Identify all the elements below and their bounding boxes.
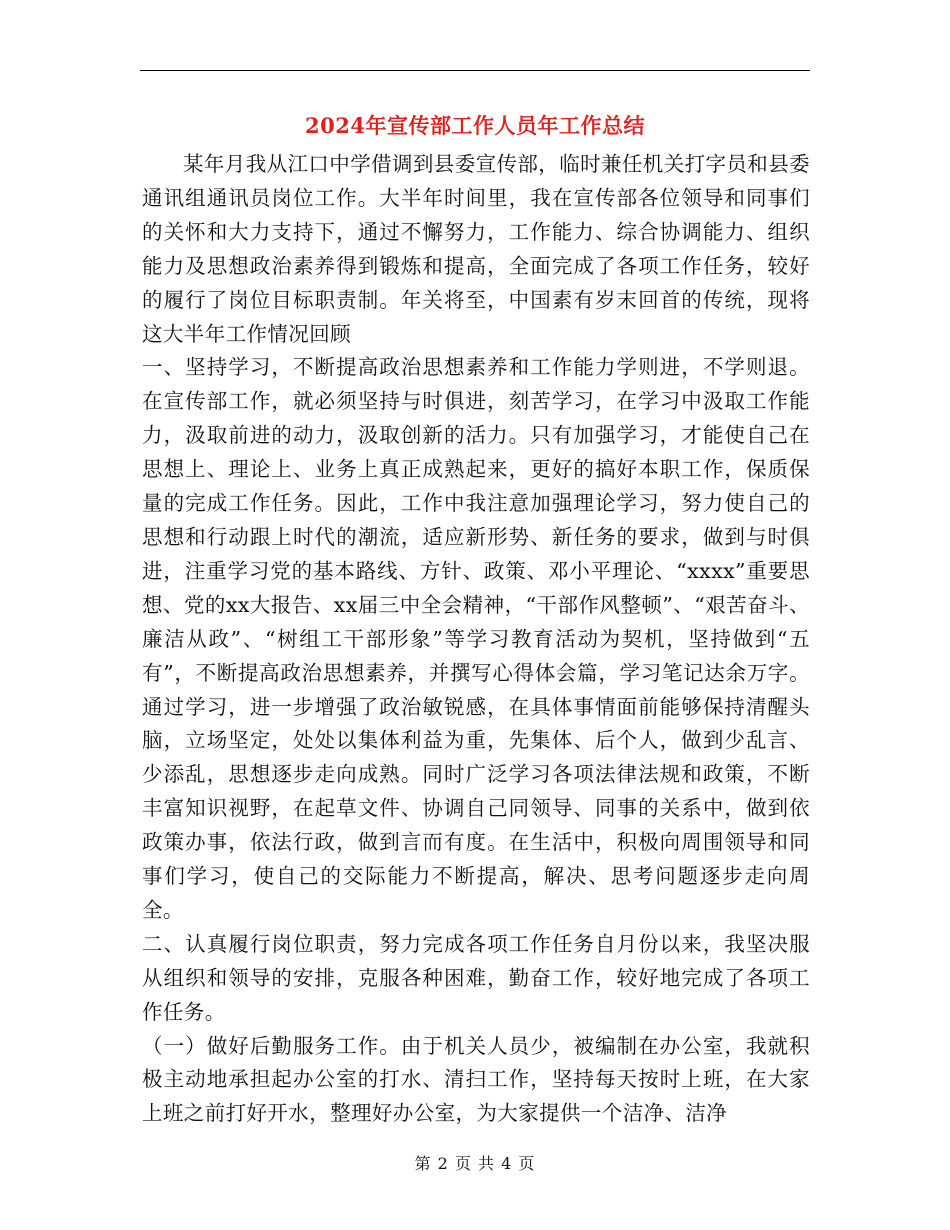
paragraph-section-2: 二、认真履行岗位职责，努力完成各项工作任务自月份以来，我坚决服从组织和领导的安排，克服各种困难，勤奋工作，较好地完成了各项工作任务。 <box>142 931 810 1024</box>
page-number: 第 2 页 共 4 页 <box>414 1154 536 1173</box>
paragraph-subsection-1: （一）做好后勤服务工作。由于机关人员少，被编制在办公室，我就积极主动地承担起办公室的打水、清扫工作，坚持每天按时上班，在大家上班之前打好开水，整理好办公室，为大家提供一个洁净、洁净 <box>142 1033 810 1126</box>
document-title: 2024年宣传部工作人员年工作总结 <box>305 113 645 138</box>
paragraph-section-1: 一、坚持学习，不断提高政治思想素养和工作能力学则进，不学则退。在宣传部工作，就必须坚持与时俱进，刻苦学习，在学习中汲取工作能力，汲取前进的动力，汲取创新的活力。只有加强学习，才能使自己在思想上、理论上、业务上真正成熟起来，更好的搞好本职工作，保质保量的完成工作任务。因此，工作中我注意加强理论学习，努力使自己的思想和行动跟上时代的潮流，适应新形势、新任务的要求，做到与时俱进，注重学习党的基本路线、方针、政策、邓小平理论、“xxxx”重要思想、党的xx大报告、xx届三中全会精神，“干部作风整顿”、“艰苦奋斗、廉洁从政”、“树组工干部形象”等学习教育活动为契机，坚持做到“五有”，不断提高政治思想素养，并撰写心得体会篇，学习笔记达余万字。通过学习，进一步增强了政治敏锐感，在具体事情面前能够保持清醒头脑，立场坚定，处处以集体利益为重，先集体、后个人，做到少乱言、少添乱，思想逐步走向成熟。同时广泛学习各项法律法规和政策，不断丰富知识视野，在起草文件、协调自己同领导、同事的关系中，做到依政策办事，依法行政，做到言而有度。在生活中，积极向周围领导和同事们学习，使自己的交际能力不断提高，解决、思考问题逐步走向周全。 <box>142 355 810 922</box>
header-rule <box>140 70 810 71</box>
document-body <box>142 148 810 1131</box>
paragraph-intro: 某年月我从江口中学借调到县委宣传部，临时兼任机关打字员和县委通讯组通讯员岗位工作。大半年时间里，我在宣传部各位领导和同事们的关怀和大力支持下，通过不懈努力，工作能力、综合协调能力、组织能力及思想政治素养得到锻炼和提高，全面完成了各项工作任务，较好的履行了岗位目标职责制。年关将至，中国素有岁末回首的传统，现将这大半年工作情况回顾 <box>142 152 810 346</box>
